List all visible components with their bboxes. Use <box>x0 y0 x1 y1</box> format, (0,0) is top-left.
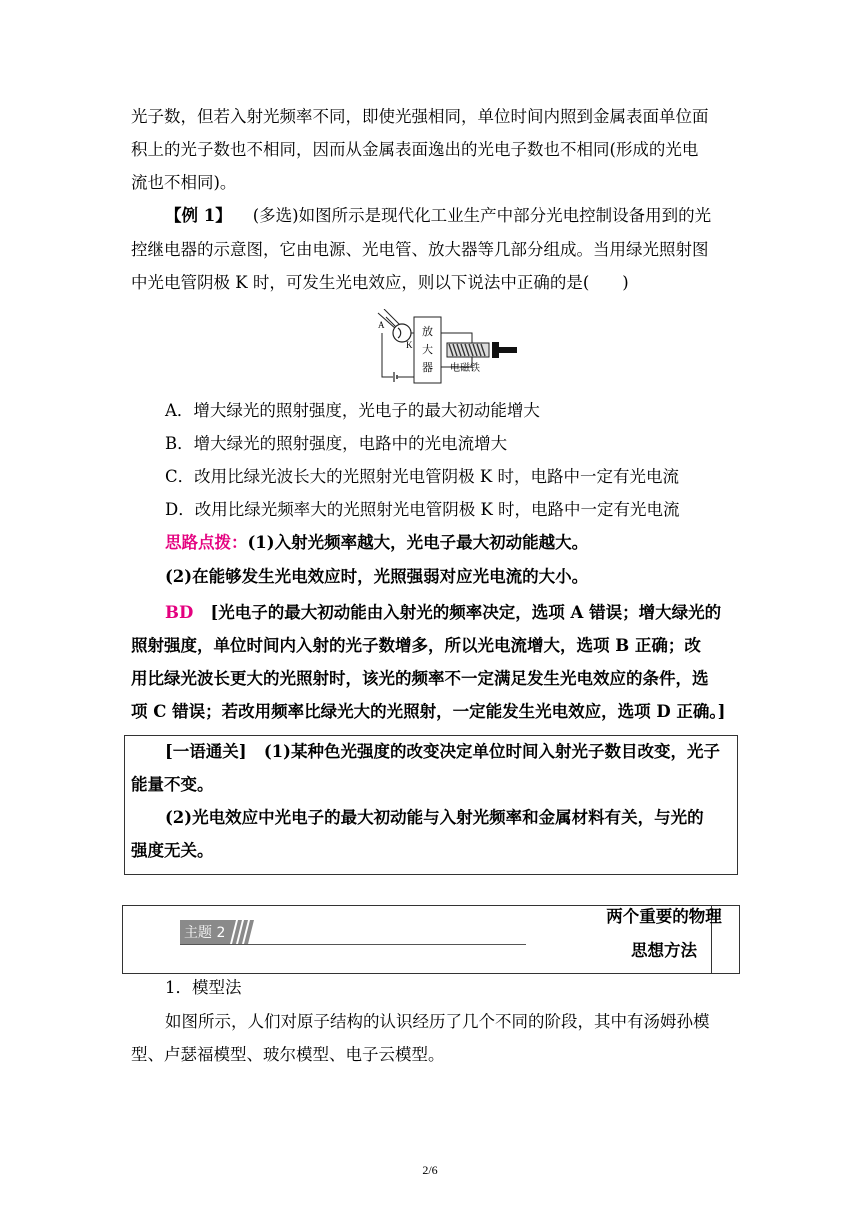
label-a: A <box>378 320 385 330</box>
amp-char: 大 <box>422 343 433 356</box>
topic-underline <box>180 944 526 945</box>
answer-line: 项 C 错误；若改用频率比绿光大的光照射，一定能发生光电效应，选项 D 正确。] <box>131 702 726 721</box>
label-k: K <box>406 340 413 350</box>
option-b: B．增大绿光的照射强度，电路中的光电流增大 <box>165 434 508 453</box>
hint-line: (2)在能够发生光电效应时，光照强弱对应光电流的大小。 <box>165 567 589 586</box>
paragraph-line: 积上的光子数也不相同，因而从金属表面逸出的光电子数也不相同(形成的光电 <box>131 140 699 159</box>
section-line: 如图所示，人们对原子结构的认识经历了几个不同的阶段，其中有汤姆孙模 <box>165 1012 710 1031</box>
summary-text: (1)某种色光强度的改变决定单位时间入射光子数目改变，光子 <box>263 742 720 761</box>
topic-badge <box>180 920 256 944</box>
summary-line: (2)光电效应中光电子的最大初动能与入射光频率和金属材料有关，与光的 <box>165 808 704 827</box>
topic-title: 两个重要的物理 <box>606 907 722 926</box>
paragraph-line: 流也不相同)。 <box>131 173 237 192</box>
example-line: 中光电管阴极 K 时，可发生光电效应，则以下说法中正确的是( ) <box>131 273 629 292</box>
amp-char: 器 <box>422 361 433 374</box>
option-d: D．改用比绿光频率大的光照射光电管阴极 K 时，电路中一定有光电流 <box>165 500 680 519</box>
hint-line <box>165 533 765 553</box>
amp-char: 放 <box>422 325 433 338</box>
section-heading: 1．模型法 <box>165 978 242 997</box>
example-tag: 【例 1】 <box>165 206 232 225</box>
magnet-label: 电磁铁 <box>450 363 480 374</box>
summary-label: [一语通关] <box>165 742 247 761</box>
example-line: 控继电器的示意图，它由电源、光电管、放大器等几部分组成。当用绿光照射图 <box>131 240 709 259</box>
answer-line: 用比绿光波长更大的光照射时，该光的频率不一定满足发生光电效应的条件，选 <box>131 669 709 688</box>
summary-line: 能量不变。 <box>131 775 214 794</box>
example-line <box>165 206 765 226</box>
hint-text: (1)入射光频率越大，光电子最大初动能越大。 <box>247 533 589 552</box>
answer-text: [光电子的最大初动能由入射光的频率决定，选项 A 错误；增大绿光的 <box>210 603 722 622</box>
answer-line <box>165 603 765 623</box>
summary-line <box>165 742 765 762</box>
option-a: A．增大绿光的照射强度，光电子的最大初动能增大 <box>165 401 540 420</box>
example-question: (多选)如图所示是现代化工业生产中部分光电控制设备用到的光 <box>252 206 712 225</box>
page-number: 2/6 <box>422 1163 438 1177</box>
summary-line: 强度无关。 <box>131 841 214 860</box>
paragraph-line: 光子数，但若入射光频率不同，即使光强相同，单位时间内照到金属表面单位面 <box>131 107 709 126</box>
answer-key: BD <box>165 603 194 622</box>
photoelectric-relay-figure <box>374 309 520 385</box>
hint-label: 思路点拨： <box>165 533 248 552</box>
answer-line: 照射强度，单位时间内入射的光子数增多，所以光电流增大，选项 B 正确；改 <box>131 636 701 655</box>
section-line: 型、卢瑟福模型、玻尔模型、电子云模型。 <box>131 1045 445 1064</box>
topic-title: 思想方法 <box>631 941 697 960</box>
option-c: C．改用比绿光波长大的光照射光电管阴极 K 时，电路中一定有光电流 <box>165 467 679 486</box>
topic-badge-text: 主题 2 <box>184 925 226 941</box>
